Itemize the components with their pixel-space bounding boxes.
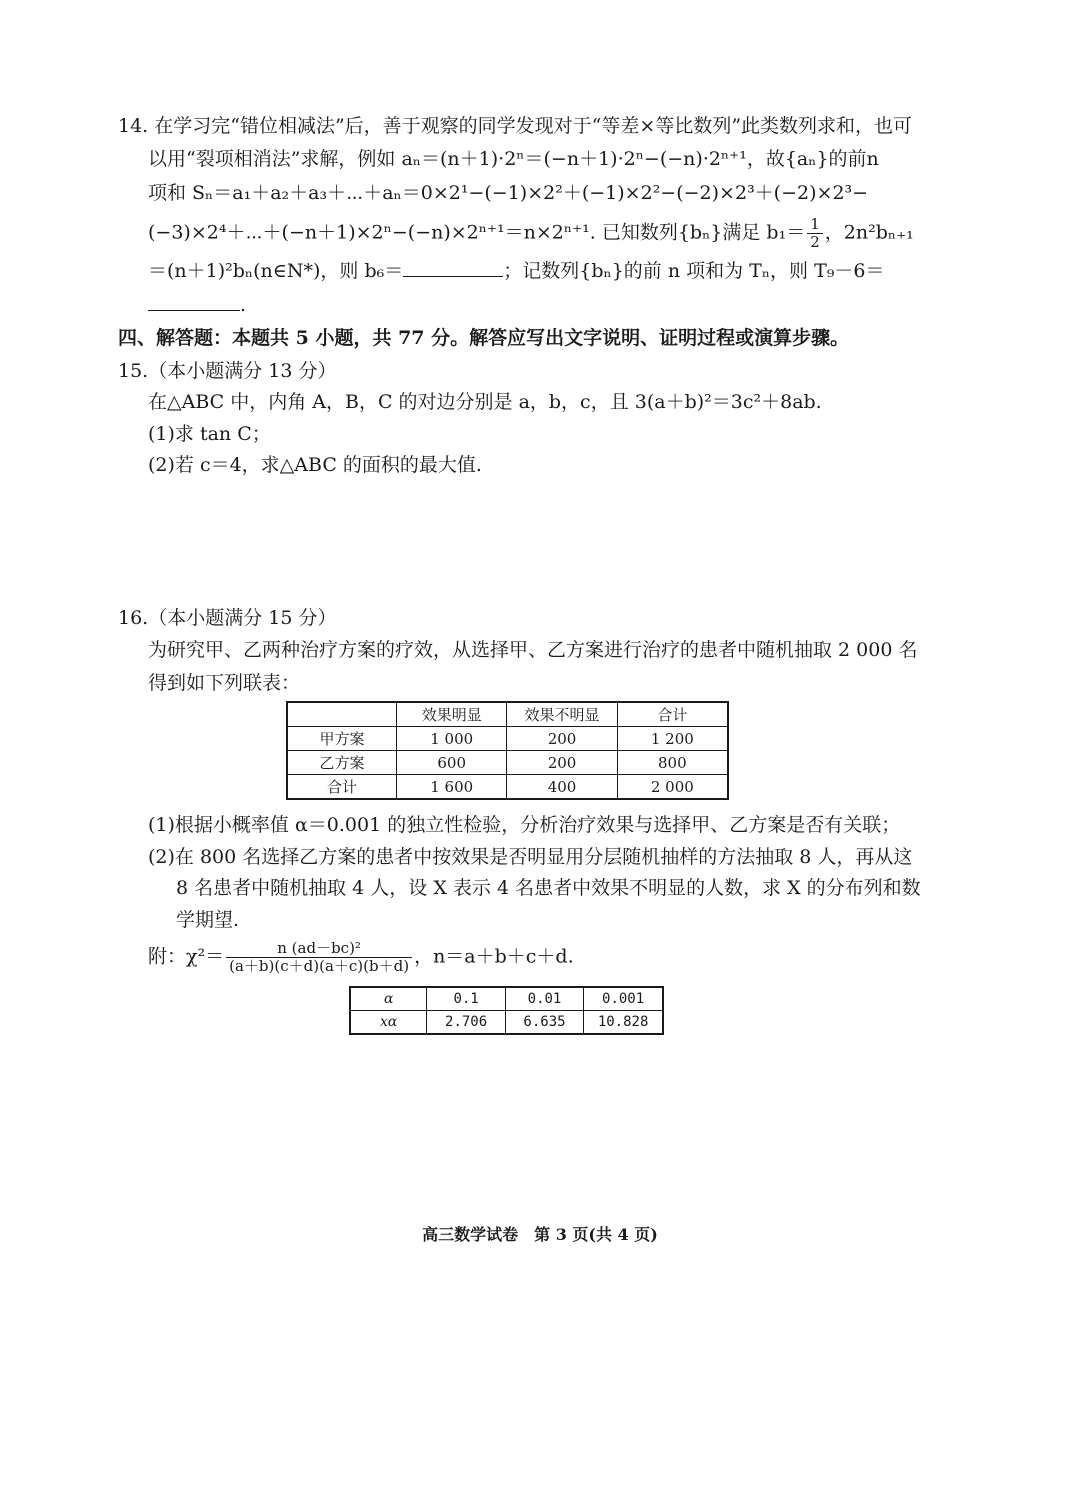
table-cell: 10.828 xyxy=(584,1011,663,1035)
table-cell: 400 xyxy=(507,775,617,800)
q14-fraction-den: 2 xyxy=(810,233,820,251)
q16-head: 16.（本小题满分 15 分） xyxy=(118,607,337,629)
table-cell: 0.1 xyxy=(427,987,505,1011)
q14-line-5 xyxy=(148,258,884,284)
q16-part-2c: 学期望. xyxy=(176,909,240,931)
table-cell: 2.706 xyxy=(427,1011,505,1035)
q14-line-4a: (−3)×2⁴＋⋯＋(−n＋1)×2ⁿ−(−n)×2ⁿ⁺¹＝n×2ⁿ⁺¹. 已知数列{bₙ}满足 b₁＝ xyxy=(148,221,806,244)
table-cell: 合计 xyxy=(287,775,397,800)
q15-part-2: (2)若 c＝4，求△ABC 的面积的最大值. xyxy=(148,454,482,476)
table-cell: 1 200 xyxy=(617,727,728,751)
q14-line-2: 以用“裂项相消法”求解，例如 aₙ＝(n＋1)·2ⁿ＝(−n＋1)·2ⁿ−(−n)·2ⁿ⁺¹，故{aₙ}的前n xyxy=(148,148,879,170)
formula-suffix: ，n＝a＋b＋c＋d. xyxy=(414,945,574,968)
table-cell: 合计 xyxy=(617,702,728,727)
section-heading: 四、解答题：本题共 5 小题，共 77 分。解答应写出文字说明、证明过程或演算步骤。 xyxy=(118,327,850,349)
table-cell xyxy=(287,702,397,727)
formula-denominator: (a＋b)(c＋d)(a＋c)(b＋d) xyxy=(229,957,410,975)
table-cell: 甲方案 xyxy=(287,727,397,751)
table-cell: 600 xyxy=(397,751,507,775)
formula-prefix: 附：χ²＝ xyxy=(148,945,225,968)
table-row xyxy=(350,987,663,1011)
table-row xyxy=(287,775,728,800)
table-row xyxy=(287,727,728,751)
critical-value-table xyxy=(349,986,664,1035)
q15-stem: 在△ABC 中，内角 A，B，C 的对边分别是 a，b，c，且 3(a＋b)²＝3c²＋8ab. xyxy=(148,391,822,413)
q14-line-5a: ＝(n＋1)²bₙ(n∈N*)，则 b₆＝ xyxy=(148,260,404,282)
q14-line-6 xyxy=(148,292,246,318)
table-cell: α xyxy=(350,987,427,1011)
table-cell: xα xyxy=(350,1011,427,1035)
q16-stem-2: 得到如下列联表： xyxy=(148,672,301,694)
table-cell: 200 xyxy=(507,751,617,775)
page-footer: 高三数学试卷 第 3 页(共 4 页) xyxy=(422,1225,658,1244)
q14-line-4 xyxy=(148,216,914,251)
formula-numerator: n (ad－bc)² xyxy=(226,940,412,958)
q14-line-4b: ，2n²bₙ₊₁ xyxy=(824,221,914,244)
q14-period: . xyxy=(240,294,247,316)
q15-part-1: (1)求 tan C； xyxy=(148,423,271,445)
q14-line-5b: ；记数列{bₙ}的前 n 项和为 Tₙ，则 T₉－6＝ xyxy=(503,260,885,282)
table-cell: 效果明显 xyxy=(397,702,507,727)
q14-fraction xyxy=(807,216,823,251)
table-header-row xyxy=(287,702,728,727)
contingency-table xyxy=(286,701,729,800)
table-cell: 800 xyxy=(617,751,728,775)
table-row xyxy=(350,1011,663,1035)
table-cell: 200 xyxy=(507,727,617,751)
q14-line-3: 项和 Sₙ＝a₁＋a₂＋a₃＋⋯＋aₙ＝0×2¹−(−1)×2²＋(−1)×2²−(−2)×2³＋(−2)×2³− xyxy=(148,182,869,204)
table-cell: 6.635 xyxy=(505,1011,583,1035)
q14-fraction-num: 1 xyxy=(807,216,823,234)
answer-blank-b6[interactable] xyxy=(403,258,503,277)
answer-blank-t9[interactable] xyxy=(148,292,240,311)
table-cell: 0.001 xyxy=(584,987,663,1011)
q14-line-1: 14. 在学习完“错位相减法”后，善于观察的同学发现对于“等差×等比数列”此类数列求和，也可 xyxy=(118,115,913,137)
table-cell: 1 600 xyxy=(397,775,507,800)
q16-part-2a: (2)在 800 名选择乙方案的患者中按效果是否明显用分层随机抽样的方法抽取 8 人，再从这 xyxy=(148,846,913,868)
q16-stem-1: 为研究甲、乙两种治疗方案的疗效，从选择甲、乙方案进行治疗的患者中随机抽取 2 000 名 xyxy=(148,639,918,661)
table-cell: 乙方案 xyxy=(287,751,397,775)
table-row xyxy=(287,751,728,775)
table-cell: 0.01 xyxy=(505,987,583,1011)
q16-part-1: (1)根据小概率值 α＝0.001 的独立性检验，分析治疗效果与选择甲、乙方案是否有关联； xyxy=(148,814,901,836)
formula-fraction xyxy=(226,940,412,975)
q15-head: 15.（本小题满分 13 分） xyxy=(118,360,337,382)
q16-part-2b: 8 名患者中随机抽取 4 人，设 X 表示 4 名患者中效果不明显的人数，求 X 的分布列和数 xyxy=(176,877,921,899)
table-cell: 效果不明显 xyxy=(507,702,617,727)
chi-square-formula xyxy=(148,940,574,975)
table-cell: 1 000 xyxy=(397,727,507,751)
table-cell: 2 000 xyxy=(617,775,728,800)
